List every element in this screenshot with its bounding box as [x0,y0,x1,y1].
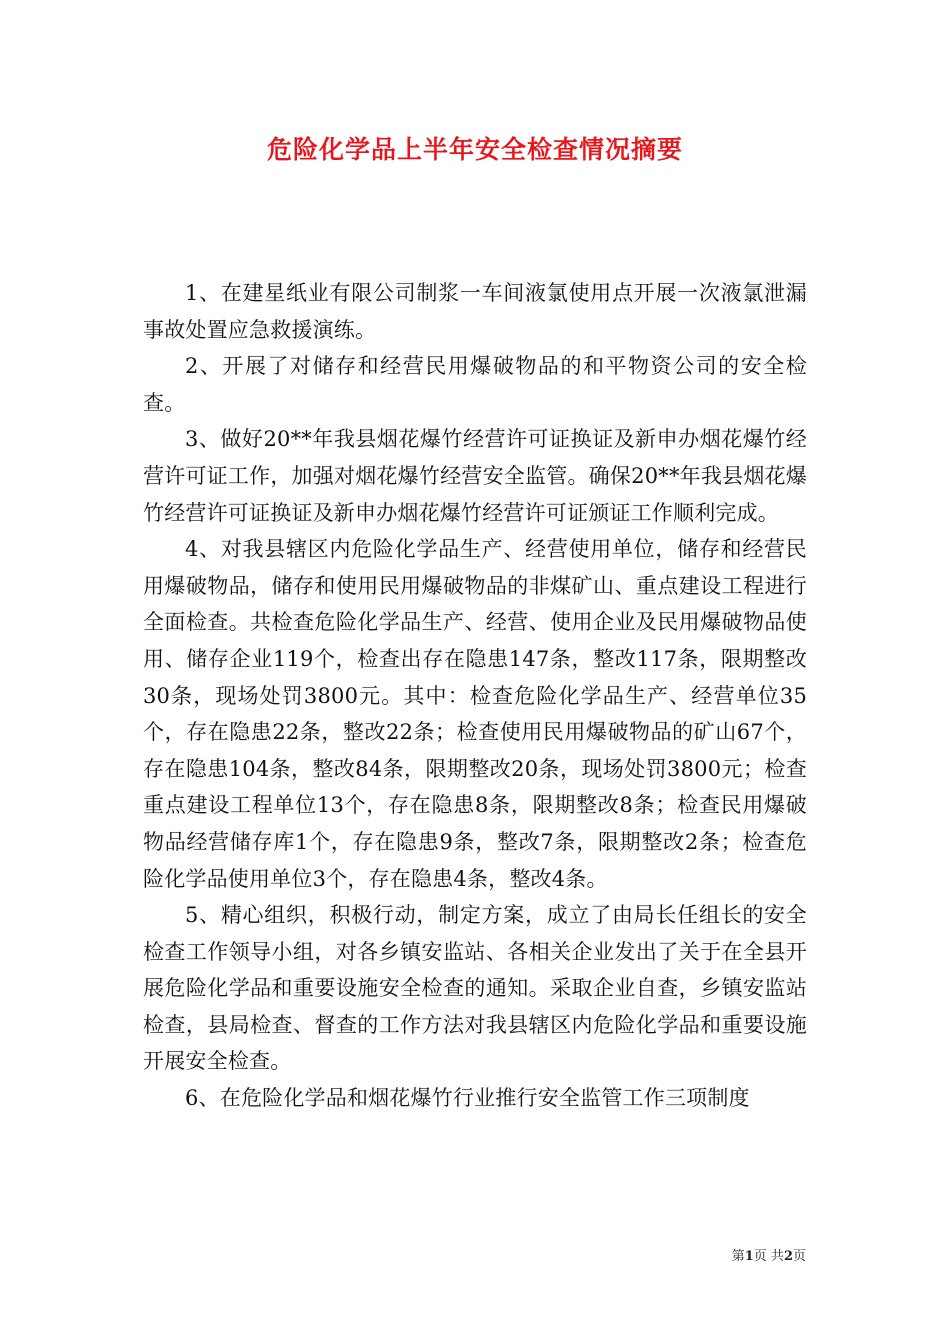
footer-middle: 页 共 [753,1249,784,1264]
paragraph-4: 4、对我县辖区内危险化学品生产、经营使用单位，储存和经营民用爆破物品，储存和使用民用爆破物品的非煤矿山、重点建设工程进行全面检查。共检查危险化学品生产、经营、使用企业及民用爆破物品使用、储存企业119个，检查出存在隐患147条，整改117条，限期整改30条，现场处罚3800元。其中：检查危险化学品生产、经营单位35个，存在隐患22条，整改22条；检查使用民用爆破物品的矿山67个，存在隐患104条，整改84条，限期整改20条，现场处罚3800元；检查重点建设工程单位13个，存在隐患8条，限期整改8条；检查民用爆破物品经营储存库1个，存在隐患9条，整改7条，限期整改2条；检查危险化学品使用单位3个，存在隐患4条，整改4条。 [143,537,807,891]
footer-total-pages: 2 [783,1249,793,1264]
footer-current-page: 1 [744,1249,754,1264]
paragraph-2: 2、开展了对储存和经营民用爆破物品的和平物资公司的安全检查。 [143,354,807,415]
paragraph-5: 5、精心组织，积极行动，制定方案，成立了由局长任组长的安全检查工作领导小组，对各乡镇安监站、各相关企业发出了关于在全县开展危险化学品和重要设施安全检查的通知。采取企业自查，乡镇安监站检查，县局检查、督查的工作方法对我县辖区内危险化学品和重要设施开展安全检查。 [143,903,807,1074]
paragraph-6: 6、在危险化学品和烟花爆竹行业推行安全监管工作三项制度 [185,1086,750,1111]
footer-suffix: 页 [792,1249,806,1264]
document-title: 危险化学品上半年安全检查情况摘要 [266,135,683,164]
footer-prefix: 第 [731,1249,745,1264]
paragraph-1: 1、在建星纸业有限公司制浆一车间液氯使用点开展一次液氯泄漏事故处置应急救援演练。 [143,281,807,342]
page-number-footer [732,1249,806,1265]
paragraph-3: 3、做好20**年我县烟花爆竹经营许可证换证及新申办烟花爆竹经营许可证工作，加强对烟花爆竹经营安全监管。确保20**年我县烟花爆竹经营许可证换证及新申办烟花爆竹经营许可证颁证工作顺利完成。 [143,427,807,525]
document-body [143,275,807,1117]
